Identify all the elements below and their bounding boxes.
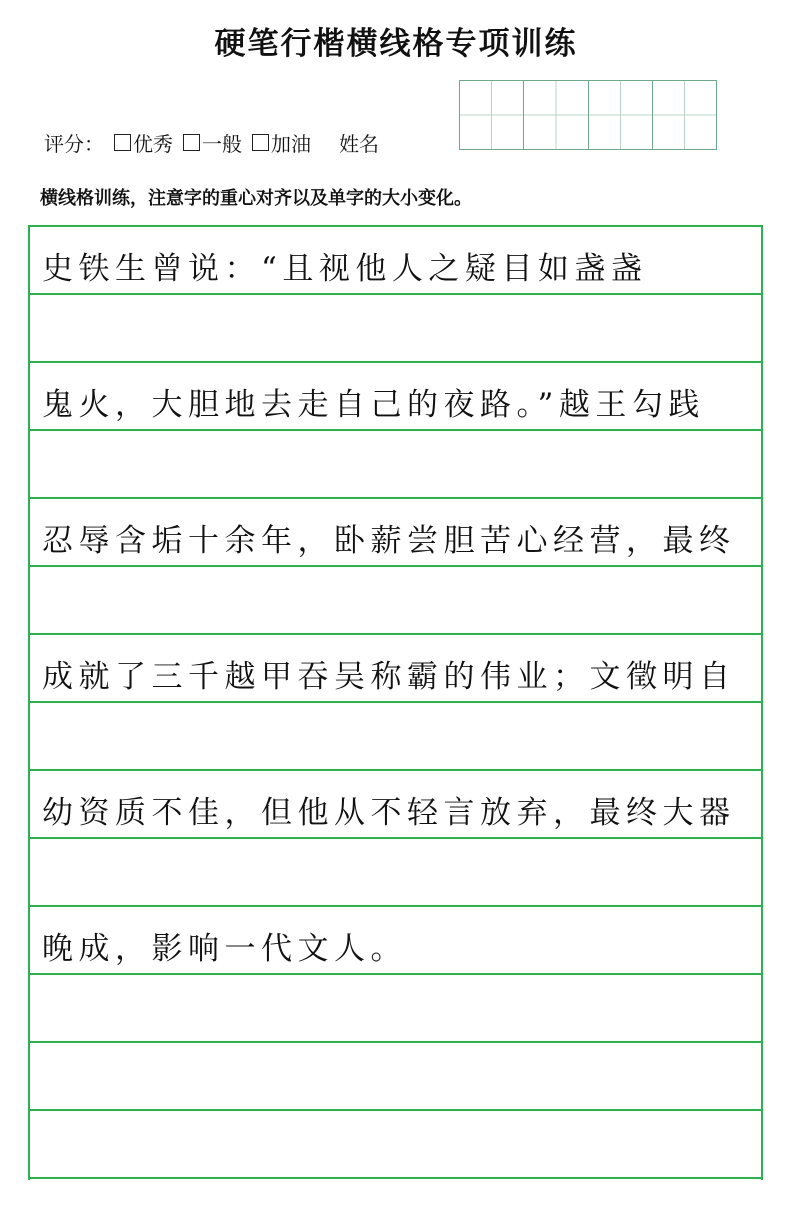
writing-line[interactable] <box>30 363 761 431</box>
name-grid-cell[interactable] <box>460 81 524 149</box>
line-text: 晚成，影响一代文人。 <box>42 931 407 967</box>
writing-line[interactable] <box>30 975 761 1043</box>
writing-line[interactable] <box>30 567 761 635</box>
writing-line[interactable] <box>30 703 761 771</box>
name-label: 姓名 <box>339 132 379 156</box>
name-writing-grid[interactable] <box>459 80 717 150</box>
line-text: 忍辱含垢十余年，卧薪尝胆苦心经营，最终 <box>42 523 736 559</box>
score-option-average[interactable] <box>183 128 242 157</box>
name-grid-cell[interactable] <box>524 81 588 149</box>
name-grid-cell[interactable] <box>589 81 653 149</box>
writing-line[interactable] <box>30 1043 761 1111</box>
checkbox-icon[interactable] <box>183 134 200 151</box>
name-grid-cell[interactable] <box>653 81 716 149</box>
writing-line[interactable] <box>30 907 761 975</box>
writing-line[interactable] <box>30 227 761 295</box>
checkbox-icon[interactable] <box>114 134 131 151</box>
score-option-excellent[interactable] <box>114 128 173 157</box>
writing-line[interactable] <box>30 499 761 567</box>
score-option-keep-trying[interactable] <box>252 128 311 157</box>
score-option-label: 加油 <box>271 132 311 156</box>
page-title: 硬笔行楷横线格专项训练 <box>214 26 578 62</box>
writing-line[interactable] <box>30 771 761 839</box>
score-row <box>44 128 379 157</box>
score-option-label: 优秀 <box>133 132 173 156</box>
line-text: 鬼火，大胆地去走自己的夜路。”越王勾践 <box>42 387 705 423</box>
checkbox-icon[interactable] <box>252 134 269 151</box>
instruction-text: 横线格训练，注意字的重心对齐以及单字的大小变化。 <box>40 188 472 209</box>
line-text: 史铁生曾说：“且视他人之疑目如盏盏 <box>42 251 648 287</box>
score-label: 评分： <box>44 132 104 156</box>
line-text: 成就了三千越甲吞吴称霸的伟业；文徵明自 <box>42 659 736 695</box>
writing-line[interactable] <box>30 635 761 703</box>
writing-line[interactable] <box>30 839 761 907</box>
writing-line[interactable] <box>30 431 761 499</box>
writing-line[interactable] <box>30 295 761 363</box>
writing-line[interactable] <box>30 1111 761 1179</box>
line-text: 幼资质不佳，但他从不轻言放弃，最终大器 <box>42 795 736 831</box>
lined-writing-sheet <box>28 225 763 1180</box>
score-option-label: 一般 <box>202 132 242 156</box>
